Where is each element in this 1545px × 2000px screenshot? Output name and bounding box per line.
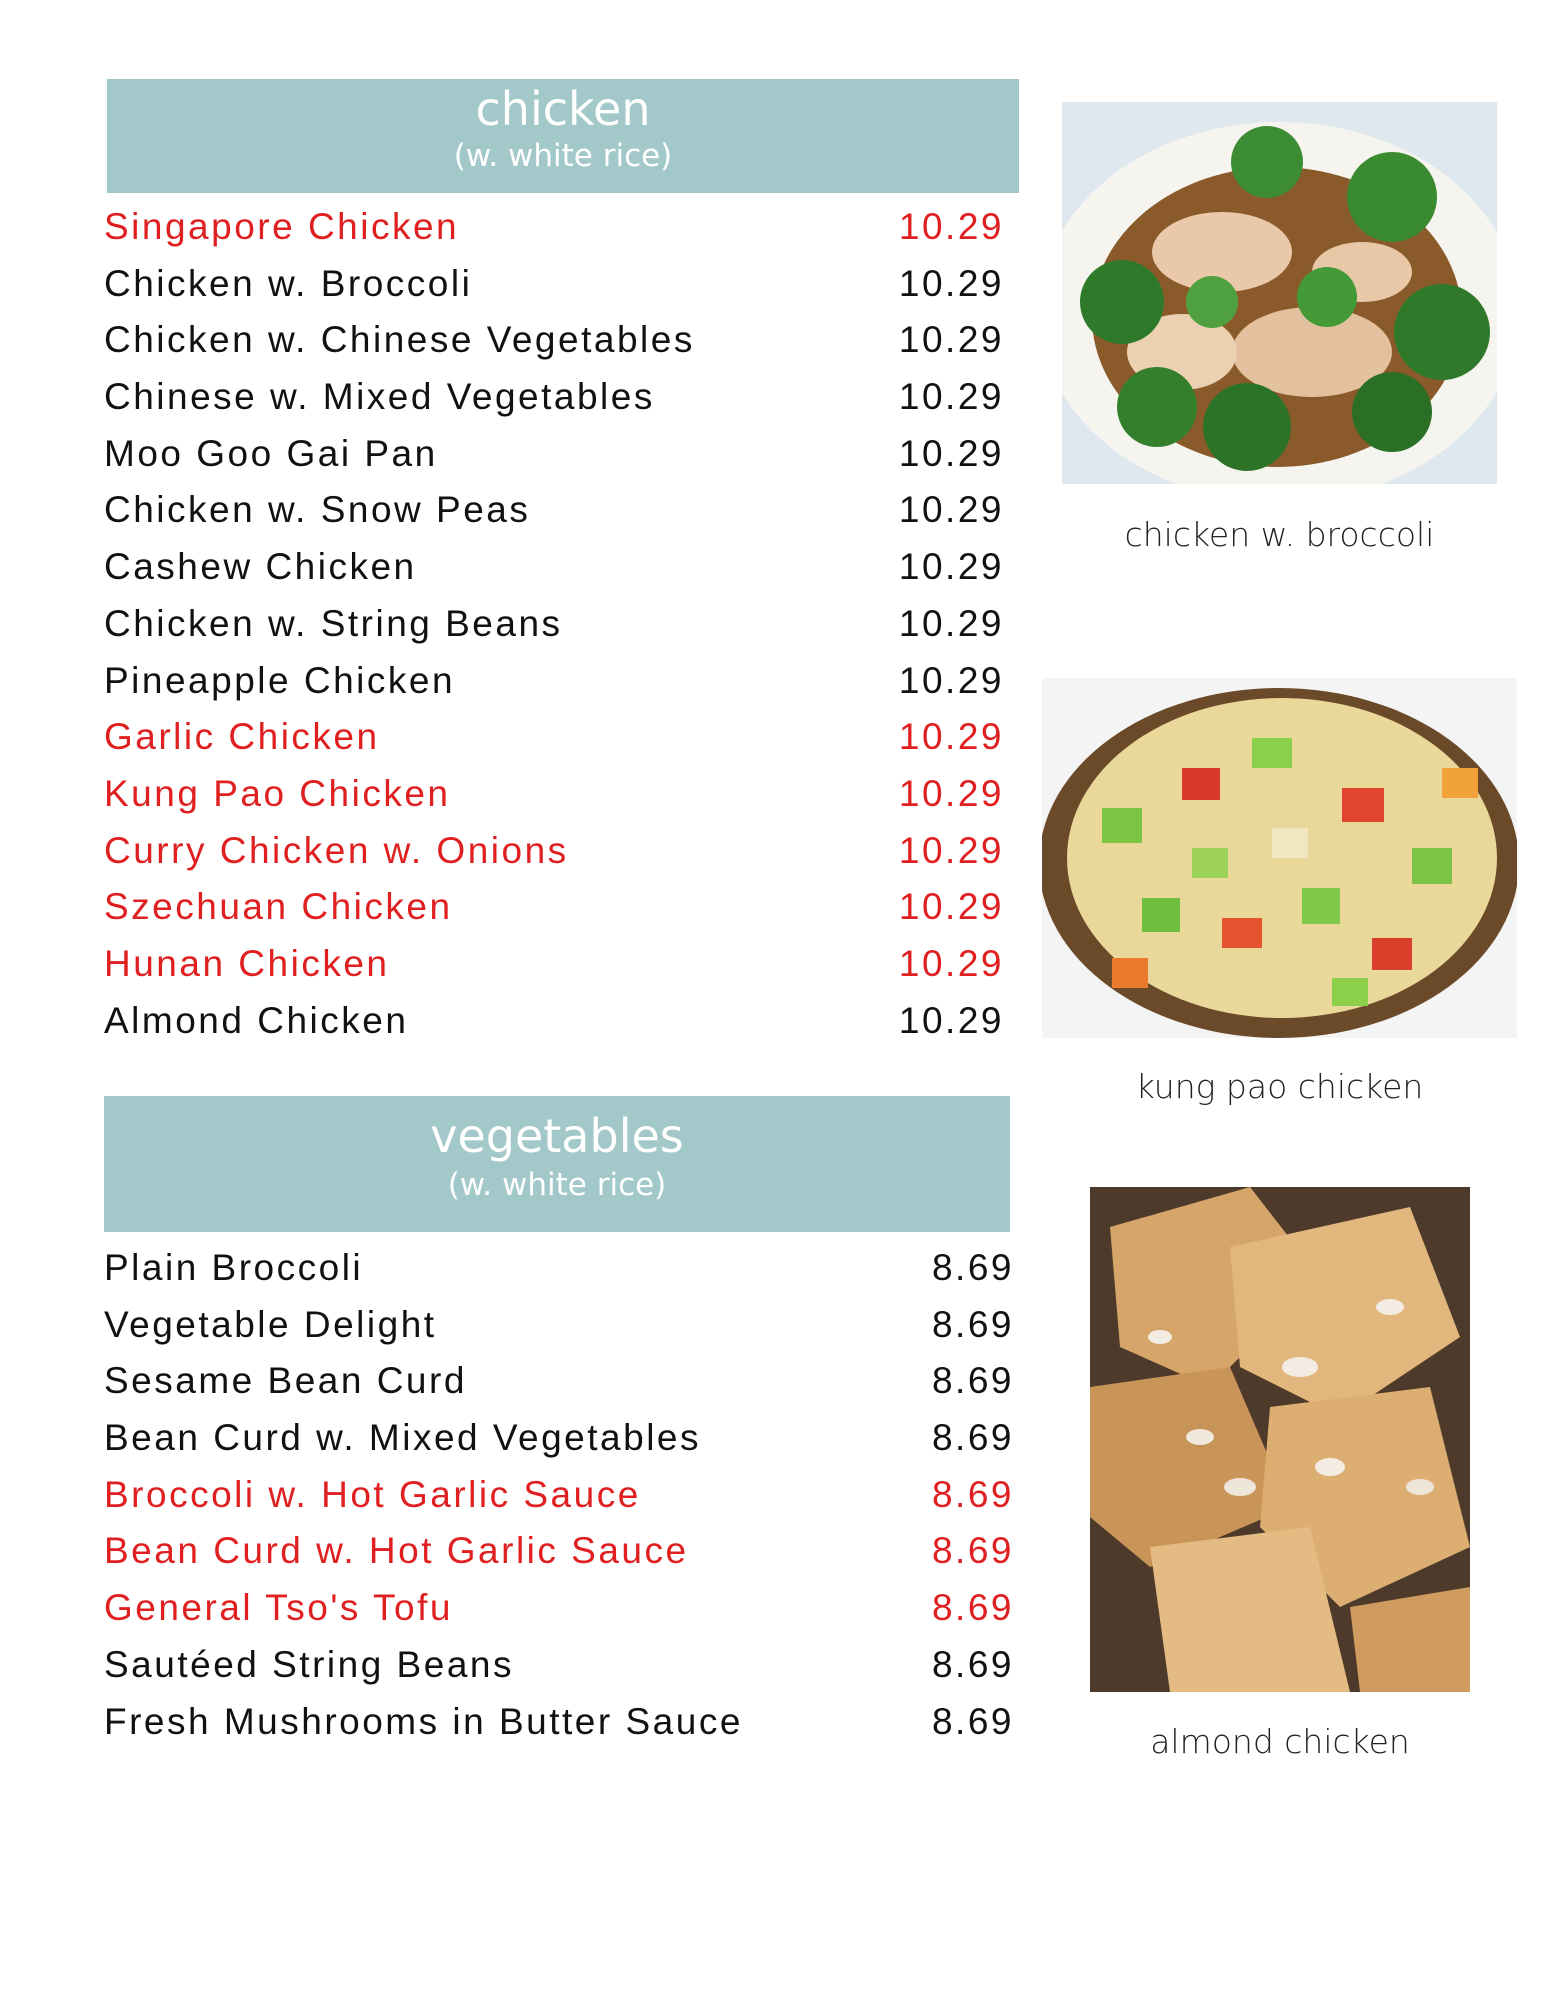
- menu-item: [104, 1467, 1014, 1524]
- menu-item-price: 8.69: [931, 1360, 1014, 1402]
- menu-item-name: Sautéed String Beans: [104, 1643, 514, 1685]
- menu-item: [104, 199, 1014, 256]
- vegetables-menu-list: [104, 1240, 1014, 1750]
- menu-item: [104, 653, 1014, 710]
- menu-item-price: 10.29: [898, 829, 1004, 871]
- menu-item: [104, 936, 1014, 993]
- menu-item-name: Chicken w. Broccoli: [104, 262, 473, 304]
- menu-item-price: 10.29: [898, 999, 1004, 1041]
- menu-item-price: 8.69: [931, 1247, 1014, 1288]
- menu-item-price: 8.69: [931, 1643, 1014, 1685]
- menu-item-price: 10.29: [898, 716, 1004, 758]
- menu-item-name: Curry Chicken w. Onions: [104, 829, 569, 871]
- menu-item: [104, 426, 1014, 483]
- menu-item: [104, 1580, 1014, 1637]
- menu-item-name: Moo Goo Gai Pan: [104, 432, 438, 474]
- section-title: chicken: [475, 82, 651, 136]
- menu-item-name: Almond Chicken: [104, 999, 409, 1041]
- chicken-broccoli-photo: [1062, 102, 1497, 484]
- photo-caption: chicken w. broccoli: [1124, 515, 1435, 554]
- menu-item-price: 10.29: [898, 319, 1004, 361]
- chicken-section-header: [107, 79, 1019, 193]
- section-subtitle: (w. white rice): [453, 138, 673, 174]
- menu-item: [104, 312, 1014, 369]
- vegetables-section-header: [104, 1096, 1010, 1232]
- menu-item-price: 10.29: [898, 942, 1004, 984]
- kung-pao-chicken-photo: [1042, 678, 1517, 1038]
- menu-item-name: Fresh Mushrooms in Butter Sauce: [104, 1700, 743, 1742]
- menu-item-name: Kung Pao Chicken: [104, 772, 451, 814]
- menu-item-price: 10.29: [898, 376, 1004, 418]
- menu-item-name: Chicken w. String Beans: [104, 602, 563, 644]
- menu-item: [104, 823, 1014, 880]
- menu-item: [104, 1694, 1014, 1751]
- menu-item: [104, 482, 1014, 539]
- menu-item-name: Chinese w. Mixed Vegetables: [104, 376, 655, 418]
- menu-item: [104, 1523, 1014, 1580]
- menu-item-price: 8.69: [931, 1530, 1014, 1572]
- menu-item-price: 10.29: [898, 546, 1004, 588]
- menu-item-name: Chicken w. Chinese Vegetables: [104, 319, 695, 361]
- menu-item: [104, 993, 1014, 1050]
- menu-item-name: Plain Broccoli: [104, 1247, 364, 1288]
- photo-caption: kung pao chicken: [1135, 1067, 1424, 1106]
- menu-item-name: Chicken w. Snow Peas: [104, 489, 531, 531]
- menu-item-name: Garlic Chicken: [104, 716, 380, 758]
- menu-item: [104, 1240, 1014, 1297]
- menu-item-price: 8.69: [931, 1473, 1014, 1515]
- menu-item: [104, 256, 1014, 313]
- menu-item-name: Broccoli w. Hot Garlic Sauce: [104, 1473, 641, 1515]
- menu-item-price: 10.29: [898, 489, 1004, 531]
- menu-item-name: Sesame Bean Curd: [104, 1360, 467, 1402]
- menu-item-price: 8.69: [931, 1587, 1014, 1629]
- menu-item-name: Pineapple Chicken: [104, 659, 456, 701]
- menu-item: [104, 539, 1014, 596]
- menu-item-name: Singapore Chicken: [104, 206, 460, 247]
- menu-item-name: Cashew Chicken: [104, 546, 417, 588]
- menu-item-price: 10.29: [898, 602, 1004, 644]
- menu-item-name: Szechuan Chicken: [104, 886, 453, 928]
- menu-item-price: 8.69: [931, 1700, 1014, 1742]
- menu-item-name: Bean Curd w. Hot Garlic Sauce: [104, 1530, 689, 1572]
- section-subtitle: (w. white rice): [447, 1167, 667, 1203]
- menu-item-price: 10.29: [898, 262, 1004, 304]
- section-title: vegetables: [430, 1109, 684, 1163]
- menu-item: [104, 879, 1014, 936]
- menu-item-price: 10.29: [898, 206, 1004, 247]
- menu-item-name: Hunan Chicken: [104, 942, 390, 984]
- menu-item-price: 10.29: [898, 772, 1004, 814]
- menu-item-name: Bean Curd w. Mixed Vegetables: [104, 1417, 701, 1459]
- menu-item-price: 8.69: [931, 1417, 1014, 1459]
- almond-chicken-photo: [1090, 1187, 1470, 1692]
- chicken-menu-list: [104, 199, 1014, 1049]
- menu-item: [104, 1353, 1014, 1410]
- menu-item-price: 10.29: [898, 886, 1004, 928]
- menu-item: [104, 1637, 1014, 1694]
- menu-item: [104, 766, 1014, 823]
- menu-item: [104, 709, 1014, 766]
- menu-item: [104, 1410, 1014, 1467]
- menu-item: [104, 596, 1014, 653]
- menu-item-price: 10.29: [898, 659, 1004, 701]
- photo-caption: almond chicken: [1150, 1722, 1410, 1761]
- menu-item: [104, 1297, 1014, 1354]
- menu-item: [104, 369, 1014, 426]
- menu-item-name: General Tso's Tofu: [104, 1587, 453, 1629]
- menu-item-price: 10.29: [898, 432, 1004, 474]
- menu-item-name: Vegetable Delight: [104, 1303, 437, 1345]
- menu-item-price: 8.69: [931, 1303, 1014, 1345]
